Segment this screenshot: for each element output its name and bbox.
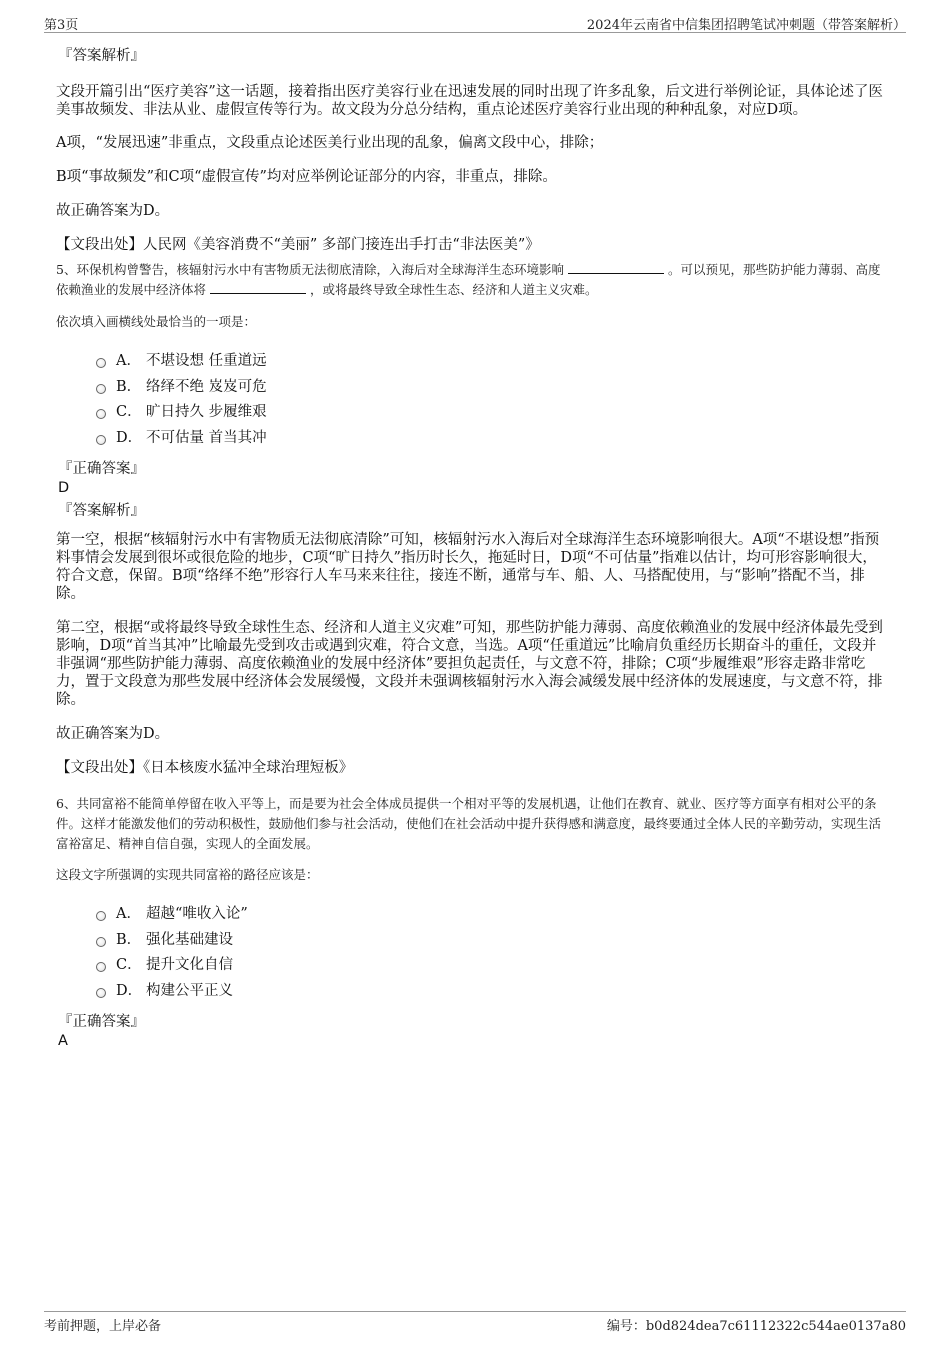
radio-icon[interactable] (96, 937, 106, 947)
page-number: 第3页 (44, 18, 79, 33)
q4-analysis-paragraph-1: 文段开篇引出“医疗美容”这一话题，接着指出医疗美容行业在迅速发展的同时出现了许多乱象，后文进行举例论证，具体论述了医美事故频发、非法从业、虚假宣传等行为。故文段为分总分结构，重点论述医疗美容行业出现的种种乱象，对应D项。 (56, 84, 883, 118)
option-text: 构建公平正义 (146, 982, 233, 999)
q6-option-a[interactable] (96, 902, 884, 928)
option-letter: C． (116, 404, 142, 420)
page-footer (44, 1311, 906, 1334)
option-text: 不堪设想 任重道远 (146, 353, 267, 369)
q5-analysis-label: 『答案解析』 (58, 503, 145, 519)
q5-text-part-2: 。可以预见，那些防护能力薄弱、高度依赖渔业的发展中经济体将 (56, 262, 881, 297)
q4-analysis-paragraph-2: A项，“发展迅速”非重点，文段重点论述医美行业出现的乱象，偏离文段中心，排除； (56, 135, 604, 151)
option-letter: D． (116, 982, 143, 999)
option-text: 强化基础建设 (146, 931, 233, 948)
q5-option-c[interactable] (96, 400, 884, 426)
q6-options (56, 902, 884, 1004)
q4-analysis-paragraph-3: B项“事故频发”和C项“虚假宣传”均对应举例论证部分的内容，非重点，排除。 (56, 169, 557, 185)
q5-answer-label: 『正确答案』 (58, 461, 145, 477)
option-text: 旷日持久 步履维艰 (146, 404, 267, 420)
page-header (44, 12, 906, 33)
q5-option-b[interactable] (96, 375, 884, 401)
q5-text-part-3: ，或将最终导致全球性生态、经济和人道主义灾难。 (310, 282, 598, 297)
q6-answer: A (58, 1033, 68, 1049)
q5-source: 【文段出处】《日本核废水猛冲全球治理短板》 (56, 760, 354, 776)
option-text: 提升文化自信 (146, 957, 233, 973)
q5-question (56, 260, 884, 300)
q4-conclusion: 故正确答案为D。 (56, 203, 170, 219)
option-letter: A． (116, 906, 141, 922)
q5-option-a[interactable] (96, 349, 884, 375)
q6-prompt: 这段文字所强调的实现共同富裕的路径应该是： (56, 867, 319, 882)
footer-document-id: 编号：b0d824dea7c61112322c544ae0137a80 (606, 1319, 906, 1334)
option-text: 络绎不绝 岌岌可危 (146, 378, 267, 395)
radio-icon[interactable] (96, 409, 106, 419)
footer-slogan: 考前押题，上岸必备 (44, 1319, 162, 1334)
option-letter: A． (116, 353, 141, 369)
radio-icon[interactable] (96, 911, 106, 921)
option-letter: B． (116, 378, 142, 395)
q5-option-d[interactable] (96, 426, 884, 452)
page-content (56, 44, 884, 1050)
q5-blank-1 (568, 261, 664, 274)
option-letter: C． (116, 957, 142, 973)
q5-answer: D (58, 480, 70, 496)
q6-option-d[interactable] (96, 979, 884, 1005)
q6-question: 6、共同富裕不能简单停留在收入平等上，而是要为社会全体成员提供一个相对平等的发展机遇，让他们在教育、就业、医疗等方面享有相对公平的条件。这样才能激发他们的劳动积极性，鼓励他们参与社会活动，使他们在社会活动中提升获得感和满意度，最终要通过全体人民的辛勤劳动，实现生活富裕富足、精神自信自强，实现人的全面发展。 (56, 796, 882, 851)
radio-icon[interactable] (96, 358, 106, 368)
q5-blank-2 (210, 281, 306, 294)
q6-option-b[interactable] (96, 928, 884, 954)
option-letter: D． (116, 429, 143, 446)
q5-options (56, 349, 884, 451)
option-text: 不可估量 首当其冲 (146, 429, 267, 446)
q5-prompt: 依次填入画横线处最恰当的一项是： (56, 314, 257, 329)
q4-source: 【文段出处】人民网《美容消费不“美丽” 多部门接连出手打击“非法医美”》 (56, 237, 540, 253)
q5-text-part-1: 5、环保机构曾警告，核辐射污水中有害物质无法彻底清除，入海后对全球海洋生态环境影响 (56, 262, 564, 277)
q5-conclusion: 故正确答案为D。 (56, 726, 170, 742)
q4-analysis-label: 『答案解析』 (58, 48, 145, 64)
q5-analysis-paragraph-2: 第二空，根据“或将最终导致全球性生态、经济和人道主义灾难”可知，那些防护能力薄弱、高度依赖渔业的发展中经济体最先受到影响，D项“首当其冲”比喻最先受到攻击或遇到灾难，符合文意，当选。A项“任重道远”比喻肩负重经历长期奋斗的重任，文段并非强调“那些防护能力薄弱、高度依赖渔业的发展中经济体”要担负起责任，与文意不符，排除；C项“步履维艰”形容走路非常吃力，置于文段意为那些发展中经济体会发展缓慢，文段并未强调核辐射污水入海会减缓发展中经济体的发展速度，与文意不符，排除。 (56, 620, 883, 708)
option-text: 超越“唯收入论” (146, 906, 248, 922)
radio-icon[interactable] (96, 962, 106, 972)
radio-icon[interactable] (96, 384, 106, 394)
q5-analysis-paragraph-1: 第一空，根据“核辐射污水中有害物质无法彻底清除”可知，核辐射污水入海后对全球海洋生态环境影响很大。A项“不堪设想”指预料事情会发展到很坏或很危险的地步，C项“旷日持久”指历时长久，拖延时日，D项“不可估量”指难以估计，均可形容影响很大，符合文意，保留。B项“络绎不绝”形容行人车马来来往往，接连不断，通常与车、船、人、马搭配使用，与“影响”搭配不当，排除。 (56, 532, 880, 602)
option-letter: B． (116, 931, 142, 948)
radio-icon[interactable] (96, 435, 106, 445)
radio-icon[interactable] (96, 988, 106, 998)
q6-option-c[interactable] (96, 953, 884, 979)
q6-answer-label: 『正确答案』 (58, 1014, 145, 1030)
document-title: 2024年云南省中信集团招聘笔试冲刺题（带答案解析） (586, 18, 906, 33)
